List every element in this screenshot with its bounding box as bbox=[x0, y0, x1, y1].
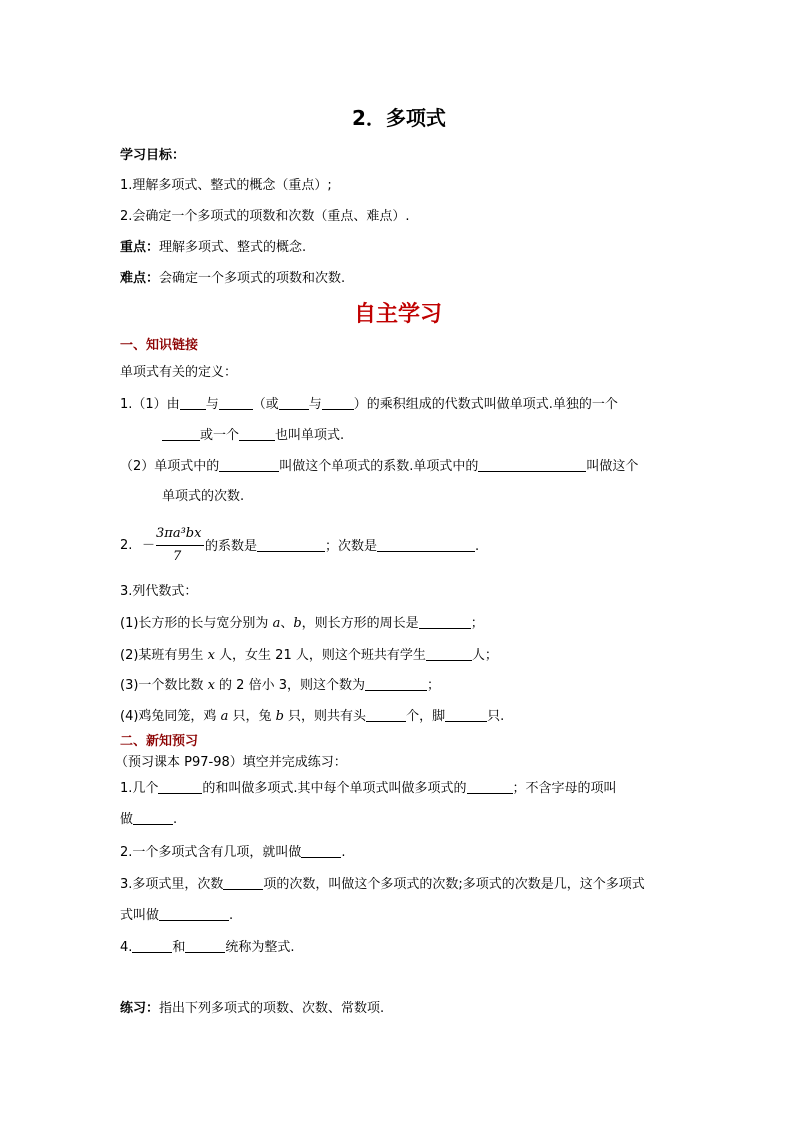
q1-text: 与 bbox=[308, 397, 322, 412]
answer-blank[interactable] bbox=[301, 845, 341, 858]
q3-text: 个，脚 bbox=[406, 709, 446, 724]
q3-text: (4)鸡兔同笼，鸡 bbox=[120, 709, 221, 724]
new-q-text: 3.多项式里，次数 bbox=[120, 877, 224, 892]
answer-blank[interactable] bbox=[322, 397, 354, 410]
answer-blank[interactable] bbox=[365, 678, 427, 691]
q1-text: （2）单项式中的 bbox=[120, 459, 220, 474]
variable: b bbox=[293, 616, 302, 631]
new-q-text: 做 bbox=[120, 812, 134, 827]
variable: x bbox=[207, 678, 215, 693]
answer-blank[interactable] bbox=[445, 709, 487, 722]
answer-blank[interactable] bbox=[223, 877, 263, 890]
q1-text: 也叫单项式. bbox=[275, 428, 345, 443]
variable: a bbox=[272, 616, 281, 631]
fraction-bar bbox=[156, 545, 204, 546]
q3-text: ，则长方形的周长是 bbox=[301, 616, 419, 631]
q3-text: 的 2 倍小 3，则这个数为 bbox=[214, 678, 365, 693]
q3-text: 人； bbox=[471, 648, 498, 663]
new-q-text: 的和叫做多项式.其中每个单项式叫做多项式的 bbox=[202, 781, 467, 796]
q3-text: (1)长方形的长与宽分别为 bbox=[120, 616, 273, 631]
new-q-text: . bbox=[341, 845, 346, 860]
exercise-label: 练习： bbox=[120, 1001, 160, 1016]
q3-item-4 bbox=[120, 709, 504, 723]
answer-blank[interactable] bbox=[159, 908, 229, 921]
q3-text: 、 bbox=[280, 616, 294, 631]
new-q1-line-1 bbox=[120, 781, 617, 795]
new-q-text: 项的次数，叫做这个多项式的次数;多项式的次数是几，这个多项式 bbox=[263, 877, 645, 892]
q3-text: ； bbox=[470, 616, 484, 631]
new-q-text: . bbox=[229, 908, 234, 923]
q3-item-1 bbox=[120, 616, 484, 630]
diff-text: 会确定一个多项式的项数和次数. bbox=[159, 271, 346, 286]
answer-blank[interactable] bbox=[132, 940, 172, 953]
goal-2: 2.会确定一个多项式的项数和次数（重点、难点）. bbox=[120, 209, 410, 224]
q2-text: ；次数是 bbox=[325, 539, 378, 554]
q3-item-2 bbox=[120, 648, 498, 662]
q3-text: (3)一个数比数 bbox=[120, 678, 208, 693]
new-q-text: 4. bbox=[120, 940, 133, 955]
q1-line-4: 单项式的次数. bbox=[162, 489, 245, 504]
q2-number: 2. bbox=[120, 538, 133, 553]
answer-blank[interactable] bbox=[162, 428, 200, 441]
self-study-heading: 自主学习 bbox=[354, 302, 443, 327]
key-label: 重点： bbox=[120, 240, 160, 255]
preview-instruction: （预习课本 P97-98）填空并完成练习： bbox=[115, 755, 347, 770]
variable: a bbox=[220, 709, 229, 724]
exercise-line bbox=[120, 1002, 384, 1015]
q3-text: 只. bbox=[487, 709, 505, 724]
new-q-text: 和 bbox=[172, 940, 186, 955]
key-text: 理解多项式、整式的概念. bbox=[159, 240, 307, 255]
answer-blank[interactable] bbox=[180, 397, 206, 410]
answer-blank[interactable] bbox=[377, 539, 475, 552]
q1-text: 叫做这个单项式的系数.单项式中的 bbox=[279, 459, 479, 474]
definition-heading: 单项式有关的定义： bbox=[120, 365, 238, 380]
answer-blank[interactable] bbox=[239, 428, 275, 441]
q1-line-3 bbox=[120, 459, 638, 473]
answer-blank[interactable] bbox=[219, 397, 253, 410]
exercise-text: 指出下列多项式的项数、次数、常数项. bbox=[159, 1001, 385, 1016]
key-point bbox=[120, 241, 306, 254]
q3-text: 只，则共有头 bbox=[283, 709, 367, 724]
new-q1-line-2 bbox=[120, 812, 177, 826]
section-2-heading: 二、新知预习 bbox=[120, 734, 199, 749]
q3-text: 人，女生 21 人，则这个班共有学生 bbox=[214, 648, 426, 663]
new-q3-line-1 bbox=[120, 877, 645, 891]
goals-label: 学习目标： bbox=[120, 148, 186, 163]
q3-item-3 bbox=[120, 678, 440, 692]
new-q-text: 统称为整式. bbox=[225, 940, 295, 955]
new-q-text: ；不含字母的项叫 bbox=[512, 781, 617, 796]
q3-text: 只，兔 bbox=[228, 709, 276, 724]
new-q-text: 1.几个 bbox=[120, 781, 159, 796]
variable: b bbox=[275, 709, 284, 724]
q2-numerator: 3πa³bx bbox=[156, 526, 202, 541]
answer-blank[interactable] bbox=[426, 648, 472, 661]
q2-text: 的系数是 bbox=[205, 539, 258, 554]
answer-blank[interactable] bbox=[133, 812, 173, 825]
q3-text: ； bbox=[426, 678, 440, 693]
answer-blank[interactable] bbox=[257, 539, 325, 552]
answer-blank[interactable] bbox=[467, 781, 513, 794]
section-1-heading: 一、知识链接 bbox=[120, 338, 199, 353]
q1-line-2 bbox=[162, 428, 344, 442]
q2-text: . bbox=[475, 539, 480, 554]
variable: x bbox=[207, 648, 215, 663]
goal-1: 1.理解多项式、整式的概念（重点）; bbox=[120, 178, 332, 193]
new-q-text: 2.一个多项式含有几项，就叫做 bbox=[120, 845, 302, 860]
q3-text: (2)某班有男生 bbox=[120, 648, 208, 663]
q2-denominator: 7 bbox=[173, 549, 182, 564]
q1-text: （或 bbox=[252, 397, 279, 412]
q2-fraction bbox=[156, 526, 206, 566]
q1-text: 或一个 bbox=[200, 428, 240, 443]
q2-line bbox=[205, 539, 479, 553]
q3-heading: 3.列代数式： bbox=[120, 584, 198, 599]
q1-line-1 bbox=[120, 397, 618, 411]
difficulty-point bbox=[120, 272, 345, 285]
new-q-text: 式叫做 bbox=[120, 908, 160, 923]
answer-blank[interactable] bbox=[279, 397, 309, 410]
q1-text: 与 bbox=[205, 397, 219, 412]
q1-text: 叫做这个 bbox=[586, 459, 639, 474]
new-q4 bbox=[120, 940, 295, 954]
answer-blank[interactable] bbox=[158, 781, 202, 794]
answer-blank[interactable] bbox=[219, 459, 279, 472]
q2-minus: － bbox=[142, 538, 156, 553]
q1-text: ）的乘积组成的代数式叫做单项式.单独的一个 bbox=[353, 397, 618, 412]
diff-label: 难点： bbox=[120, 271, 160, 286]
answer-blank[interactable] bbox=[185, 940, 225, 953]
new-q2 bbox=[120, 845, 346, 859]
new-q3-line-2 bbox=[120, 908, 233, 922]
answer-blank[interactable] bbox=[419, 616, 471, 629]
answer-blank[interactable] bbox=[366, 709, 406, 722]
new-q-text: . bbox=[173, 812, 178, 827]
q1-text: 1.（1）由 bbox=[120, 397, 180, 412]
page-title: 2．多项式 bbox=[352, 106, 446, 130]
answer-blank[interactable] bbox=[478, 459, 586, 472]
